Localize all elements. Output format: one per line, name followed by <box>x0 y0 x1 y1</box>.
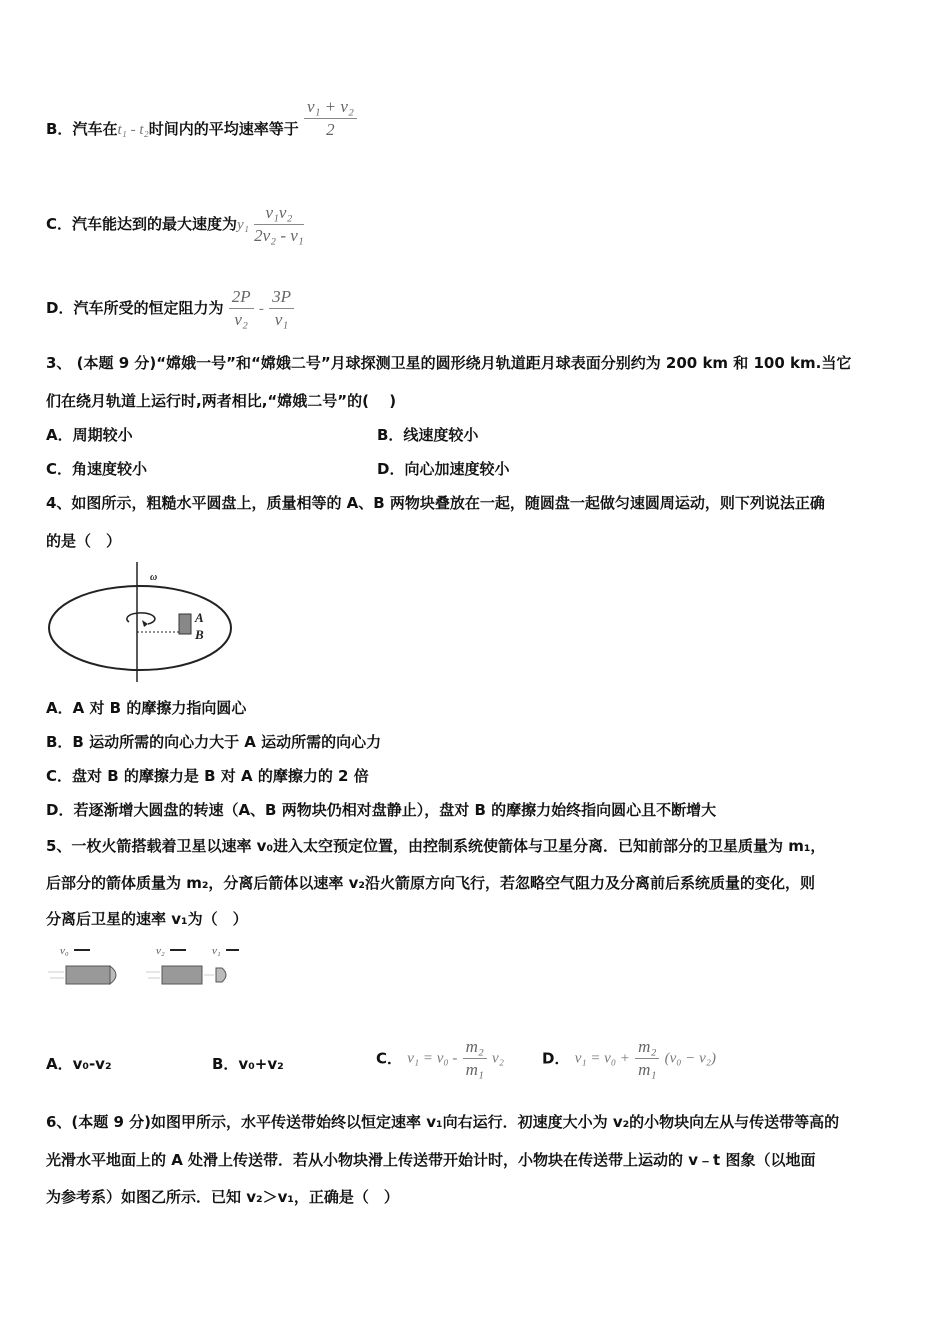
q5-option-a: A．v₀-v₂ <box>46 1055 112 1073</box>
q4-option-d: D．若逐渐增大圆盘的转速（A、B 两物块仍相对盘静止），盘对 B 的摩擦力始终指向圆心且不断增大 <box>46 801 717 819</box>
option-text: 时间内的平均速率等于 <box>148 120 299 138</box>
q4-option-a: A．A 对 B 的摩擦力指向圆心 <box>46 699 247 717</box>
formula: t₁ - t₂ <box>117 122 149 138</box>
option-label: B． <box>46 120 73 138</box>
fraction <box>463 1036 487 1081</box>
denominator: m₁ <box>465 1060 484 1079</box>
rocket-icon <box>66 966 110 984</box>
rocket-body-icon <box>162 966 202 984</box>
v2-label: v₂ <box>156 945 165 957</box>
q3-options-row2 <box>46 459 510 479</box>
denominator: v₁ <box>274 310 289 329</box>
formula: v₂ <box>492 1050 504 1067</box>
q5-option-c <box>376 1036 504 1081</box>
blocks-ab <box>179 614 191 634</box>
numerator: v₁v₂ <box>254 202 304 225</box>
formula: y₁ <box>237 217 249 233</box>
fraction <box>635 1036 659 1081</box>
v1-label: v₁ <box>212 945 221 957</box>
v0-label: v₀ <box>60 945 69 957</box>
q3-stem-line1: 3、 (本题 9 分)“嫦娥一号”和“嫦娥二号”月球探测卫星的圆形绕月轨道距月球表面分别约为 200 km 和 100 km.当它 <box>46 354 852 372</box>
option-text: 汽车所受的恒定阻力为 <box>73 299 224 317</box>
q6-stem-line2: 光滑水平地面上的 A 处滑上传送带．若从小物块滑上传送带开始计时，小物块在传送带上运动的 v﹣t 图象（以地面 <box>46 1151 816 1169</box>
numerator: m₂ <box>463 1036 487 1059</box>
q5-stem-line3: 分离后卫星的速率 v₁为（ ） <box>46 910 248 928</box>
numerator: v₁ + v₂ <box>304 96 357 119</box>
formula: v₁ = v₀ + <box>574 1050 630 1067</box>
formula: v₁ = v₀ - <box>407 1050 458 1067</box>
q3-options-row1 <box>46 425 479 445</box>
q2-option-b <box>46 97 357 141</box>
option-text: 汽车能达到的最大速度为 <box>72 215 238 233</box>
rotating-disk-figure <box>44 560 244 690</box>
q3-option-b: B．线速度较小 <box>377 426 479 444</box>
numerator: 3P <box>269 286 294 309</box>
satellite-icon <box>216 968 226 982</box>
q2-option-d <box>46 286 294 331</box>
denominator: m₁ <box>638 1060 657 1079</box>
q5-option-d <box>542 1036 716 1081</box>
q6-stem-line1: 6、(本题 9 分)如图甲所示，水平传送带始终以恒定速率 v₁向右运行．初速度大小为 v₂的小物块向左从与传送带等高的 <box>46 1113 840 1131</box>
q2-option-c <box>46 202 304 247</box>
q3-option-c: C．角速度较小 <box>46 460 148 478</box>
omega-label: ω <box>150 572 158 583</box>
minus-sign: - <box>258 301 264 317</box>
denominator: 2v₂ - v₁ <box>254 226 304 245</box>
q3-option-a: A．周期较小 <box>46 426 133 444</box>
block-b-label: B <box>195 627 204 642</box>
q4-stem-line2: 的是（ ） <box>46 532 122 550</box>
option-label: D． <box>46 299 74 317</box>
option-label: D． <box>542 1049 570 1068</box>
q4-option-c: C．盘对 B 的摩擦力是 B 对 A 的摩擦力的 2 倍 <box>46 767 369 785</box>
denominator: v₂ <box>234 310 248 329</box>
denominator: 2 <box>326 120 335 139</box>
q6-stem-line3: 为参考系）如图乙所示．已知 v₂＞v₁，正确是（ ） <box>46 1188 399 1206</box>
q5-option-b: B．v₀+v₂ <box>212 1055 284 1073</box>
formula: (v₀ − v₂) <box>664 1050 716 1067</box>
q4-option-b: B．B 运动所需的向心力大于 A 运动所需的向心力 <box>46 733 382 751</box>
fraction <box>269 286 294 331</box>
rotation-arrow-icon <box>127 613 155 624</box>
q4-stem-line1: 4、如图所示，粗糙水平圆盘上，质量相等的 A、B 两物块叠放在一起，随圆盘一起做匀速圆周运动，则下列说法正确 <box>46 494 825 512</box>
q5-stem-line1: 5、一枚火箭搭载着卫星以速率 v₀进入太空预定位置，由控制系统使箭体与卫星分离．已知前部分的卫星质量为 m₁， <box>46 837 826 855</box>
numerator: 2P <box>229 286 254 309</box>
option-label: C． <box>46 215 73 233</box>
rocket-separation-figure <box>46 940 261 995</box>
fraction <box>229 286 254 331</box>
block-a-label: A <box>195 610 204 625</box>
fraction <box>304 96 357 141</box>
option-label: C． <box>376 1049 403 1068</box>
q5-stem-line2: 后部分的箭体质量为 m₂，分离后箭体以速率 v₂沿火箭原方向飞行，若忽略空气阻力及分离前后系统质量的变化，则 <box>46 874 815 892</box>
numerator: m₂ <box>635 1036 659 1059</box>
q3-option-d: D．向心加速度较小 <box>377 460 510 478</box>
option-text: 汽车在 <box>72 120 118 138</box>
disk-ellipse <box>49 586 231 670</box>
fraction <box>254 202 304 247</box>
q3-stem-line2: 们在绕月轨道上运行时,两者相比,“嫦娥二号”的( ) <box>46 392 397 410</box>
